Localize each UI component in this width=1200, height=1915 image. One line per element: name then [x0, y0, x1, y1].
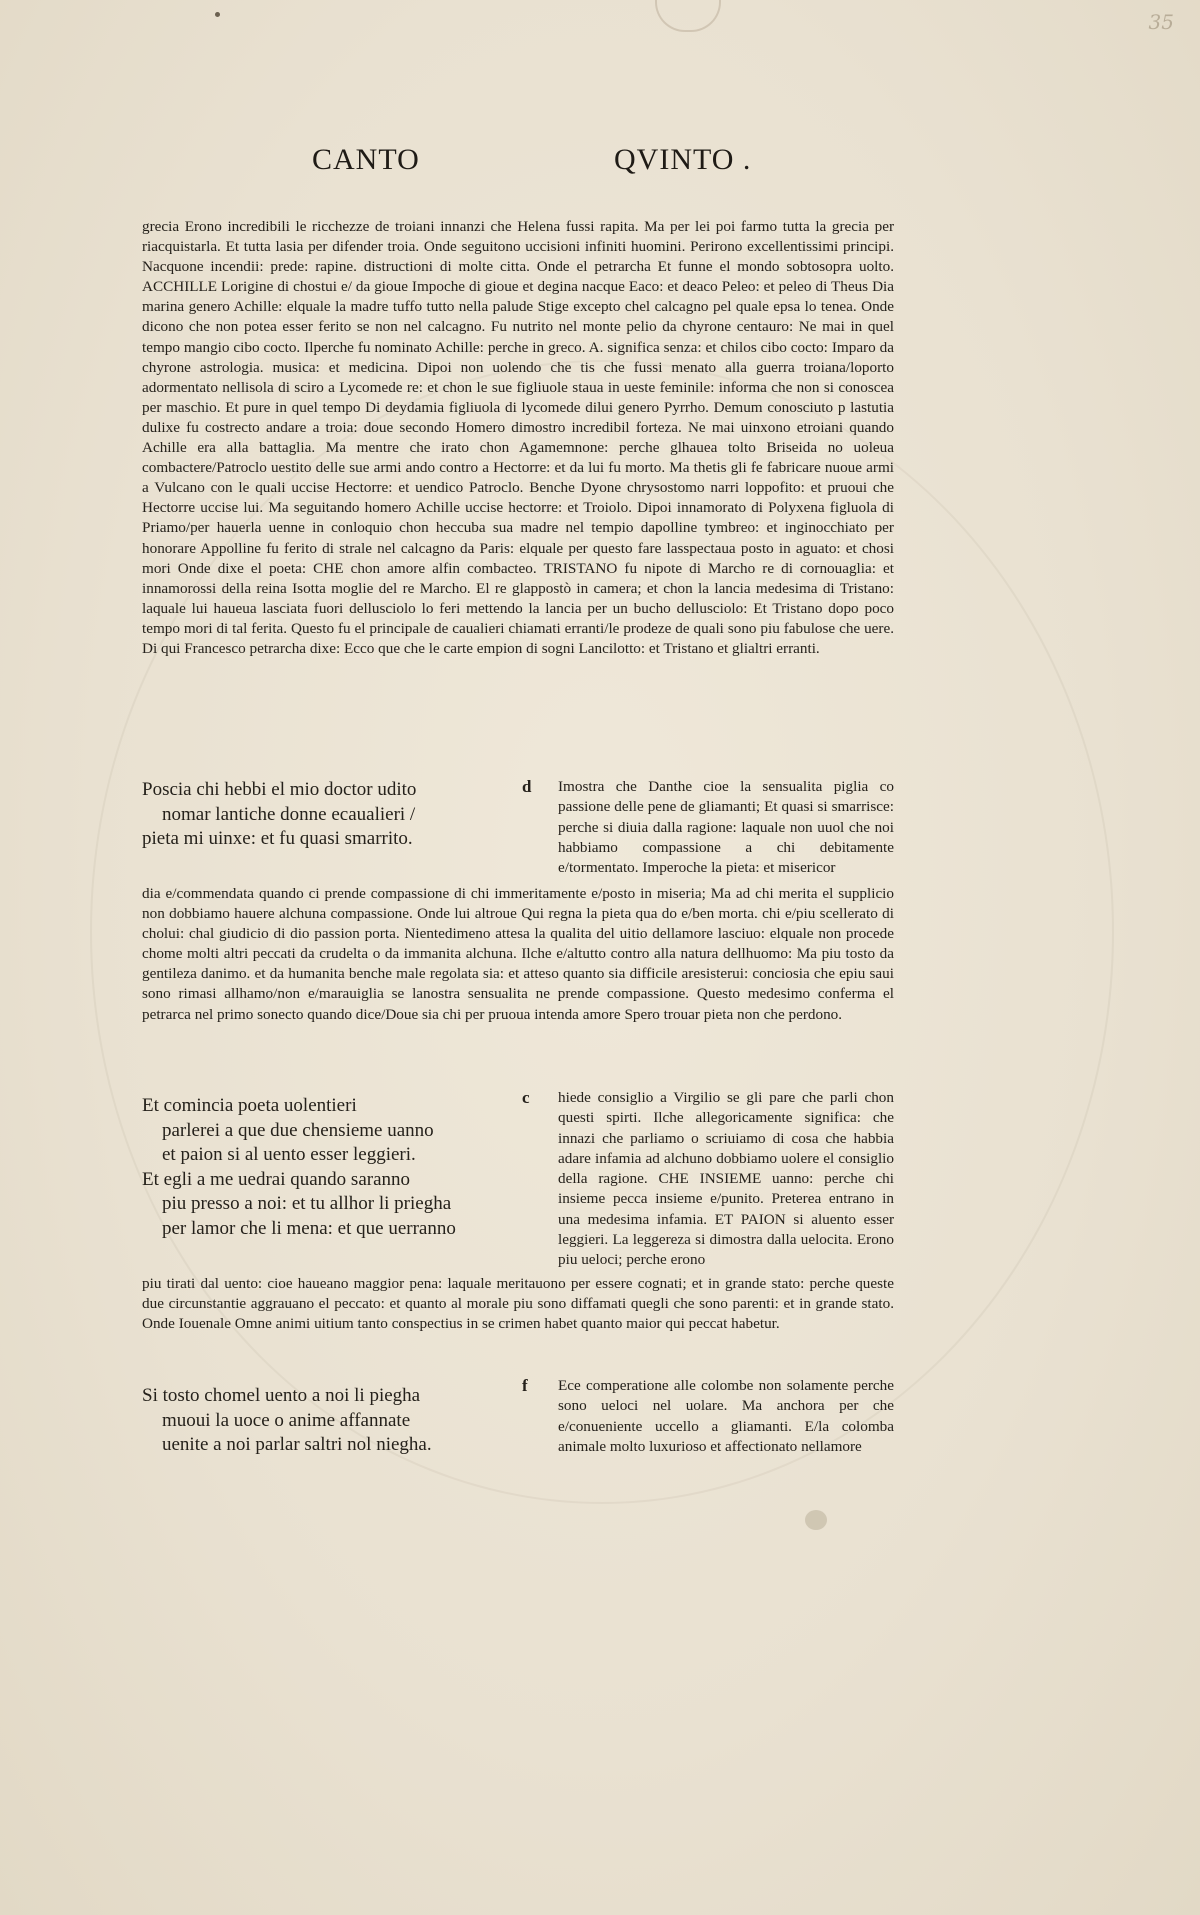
verse-block-2: [142, 1094, 487, 1241]
heading-quinto: QVINTO .: [614, 143, 752, 176]
verse-line: et paion si al uento esser leggieri.: [162, 1144, 416, 1165]
verse-line: piu presso a noi: et tu allhor li priegha: [162, 1193, 452, 1214]
verse-line: parlerei a que due chensieme uanno: [162, 1119, 434, 1141]
heading-canto: CANTO: [312, 143, 420, 176]
commentary-continuation-2: piu tirati dal uento: cioe haueano maggior pena: laquale meritauono per essere cognati; et in grande stato: perche queste due circunstantie aggrauano el peccato: et quanto al morale piu sono diffamati quegli che sono parenti: et in grande stato. Onde Iouenale Omne animi uitium tanto conspectius in se crimen habet quanto maior qui peccat habetur.: [142, 1275, 894, 1333]
verse-line: Et egli a me uedrai quando saranno: [142, 1168, 411, 1190]
commentary-continuation-1: dia e/commendata quando ci prende compassione di chi immeritamente e/posto in miseria; Ma ad chi merita el supplicio non dobbiamo hauere alchuna compassione. Onde lui altroue Qui regna la pieta qua do e/ben morta. chi e/piu scellerato di cholui: chal giudicio di dio passion porta. Nientedimeno attesa la qualita del uitio dellamore lasciuo: elquale non procede chome molti altri peccati da crudelta o da immanita alchuna. Ilche e/altutto contro alla natura dellhuomo: Ma piu tosto da gentileza danimo. et da humanita benche male regolata sia: et atteso quanto sia difficile aresisterui: conciosia che epiu saui sono rimasi allhamo/non e/marauiglia se lanostra sensualita ne prende compassione. Questo medesimo conferma el petrarca nel primo sonecto quando dice/Doue sia chi per pruoua intenda amore Spero trouar pieta non che perdono.: [142, 885, 894, 1023]
verse-block-3: [142, 1384, 487, 1458]
verse-line: Poscia chi hebbi el mio doctor udito: [142, 779, 417, 800]
gloss-text: Ece comperatione alle colombe non solamente perche sono ueloci nel uolare. Ma anchora per che e/conueniente uccello a gliamanti. E/la colomba animale molto luxurioso et affectionato nellamore: [558, 1377, 894, 1455]
verse-line: per lamor che li mena: et que uerranno: [162, 1217, 456, 1239]
verse-line: pieta mi uinxe: et fu quasi smarrito.: [142, 828, 413, 849]
verse-line: muoui la uoce o anime affannate: [162, 1409, 411, 1431]
gloss-block-3: [522, 1376, 894, 1457]
gloss-letter: c: [522, 1088, 530, 1107]
ink-speck: [215, 12, 220, 17]
verse-block-1: [142, 778, 487, 852]
verse-line: Si tosto chomel uento a noi li piegha: [142, 1385, 421, 1406]
page-heading: [0, 143, 1200, 183]
gloss-letter: d: [522, 777, 532, 796]
gloss-letter: f: [522, 1376, 528, 1395]
verse-line: uenite a noi parlar saltri nol niegha.: [162, 1434, 432, 1455]
gloss-block-1: [522, 777, 894, 878]
paper-spot: [805, 1510, 827, 1530]
gloss-text: hiede consiglio a Virgilio se gli pare che parli chon questi spirti. Ilche allegoricamente significa: che innazi che parliamo o scriuiamo di cosa che habbia adare infamia ad alchuno dobbiamo uolere el consiglio della ragione. CHE INSIEME uanno: perche chi insieme pecca insieme e/punito. Preterea entrano in una medesima infamia. ET PAION si aluento esser leggieri. La leggereza si dimostra dalla uelocita. Erono piu ueloci; perche erono: [558, 1089, 894, 1269]
verse-line: nomar lantiche donne ecaualieri /: [162, 803, 416, 825]
commentary-intro: grecia Erono incredibili le ricchezze de troiani innanzi che Helena fussi rapita. Ma per lei poi farmo tutta la grecia per riacquistarla. Et tutta lasia per difender troia. Onde seguitono uccisioni infiniti huomini. Perirono excellentissimi principi. Nacquone incendii: prede: rapine. distructioni di molte citta. Onde el petrarcha Et funne el mondo sobtosopra uolto. ACCHILLE Lorigine di chostui e/ da gioue Impoche di gioue et degina nacque Eaco: et deaco Peleo: et peleo di Theus Dia marina genero Achille: elquale la madre tuffo tutto nella palude Stige excepto chel calcagno pel quale epsa lo tenea. Onde dicono che non potea esser ferito se non nel calcagno. Fu nutrito nel monte pelio da chyrone centauro: Ne mai in quel tempo mangio cibo cocto. Ilperche fu nominato Achille: perche in greco. A. significa senza: et chilos cibo cocto: Imparo da chyrone astrologia. musica: et medicina. Dipoi non uolendo che tis che fussi menato alla guerra troiana/loporto adormentato nellisola di sciro a Lycomede re: et chon le sue figliuole staua in ueste feminile: informa che non si conoscea per maschio. Et pure in quel tempo Di deydamia figliuola di lycomede dilui genero Pyrrho. Demum conosciuto p lastutia dulixe fu costrecto andare a troia: doue secondo Homero dimostro incredibil forteza. Ne mai uinxono etroiani quando Achille era alla battaglia. Ma mentre che irato chon Agamemnone: perche glhauea tolto Briseida no uoleua combactere/Patroclo uestito delle sue armi ando contro a Hectorre: et da lui fu morto. Ma thetis gli fe fabricare nuoue armi a Vulcano con le quali uccise Hectorre: et uendico Patroclo. Benche Dyone chrysostomo narri loppofito: et pruoui che Hectorre uccise lui. Ma seguitando homero Achille uccise hectorre: et Troiolo. Dipoi innamorato di Polyxena figluola di Priamo/per hauerla uenne in conloquio chon heccuba sua madre nel tempio dapolline tymbreo: et inginocchiato per honorare Appolline fu ferito di strale nel calcagno da Paris: elquale per questo fare lasspectaua posto in aguato: et chosi mori Onde dixe el poeta: CHE chon amore alfin combacteo. TRISTANO fu nipote di Marcho re di cornouaglia: et innamorossi della reina Isotta moglie del re Marcho. El re glappostò in camera; et chon la lancia medesima di Tristano: laquale lui haueua lasciata fuori dellusciolo lo feri mettendo la lancia per un bucho dellusciolo: Et Tristano dopo poco tempo mori di tal ferita. Questo fu el principale de caualieri chiamati erranti/le prodeze de quali sono piu fabulose che uere. Di qui Francesco petrarcha dixe: Ecco que che le carte empion di sogni Lancilotto: et Tristano et glialtri erranti.: [142, 218, 894, 657]
gloss-text: Imostra che Danthe cioe la sensualita piglia co passione delle pene de gliamanti; Et quasi si smarrisce: perche si diuia dalla ragione: laquale non uuol che noi habbiamo compassione a chi debitamente e/tormentato. Imperoche la pieta: et misericor: [558, 778, 894, 877]
folio-number: 35: [1148, 10, 1174, 34]
paper-stain: [655, 0, 721, 32]
verse-line: Et comincia poeta uolentieri: [142, 1095, 357, 1116]
gloss-block-2: [522, 1088, 894, 1271]
